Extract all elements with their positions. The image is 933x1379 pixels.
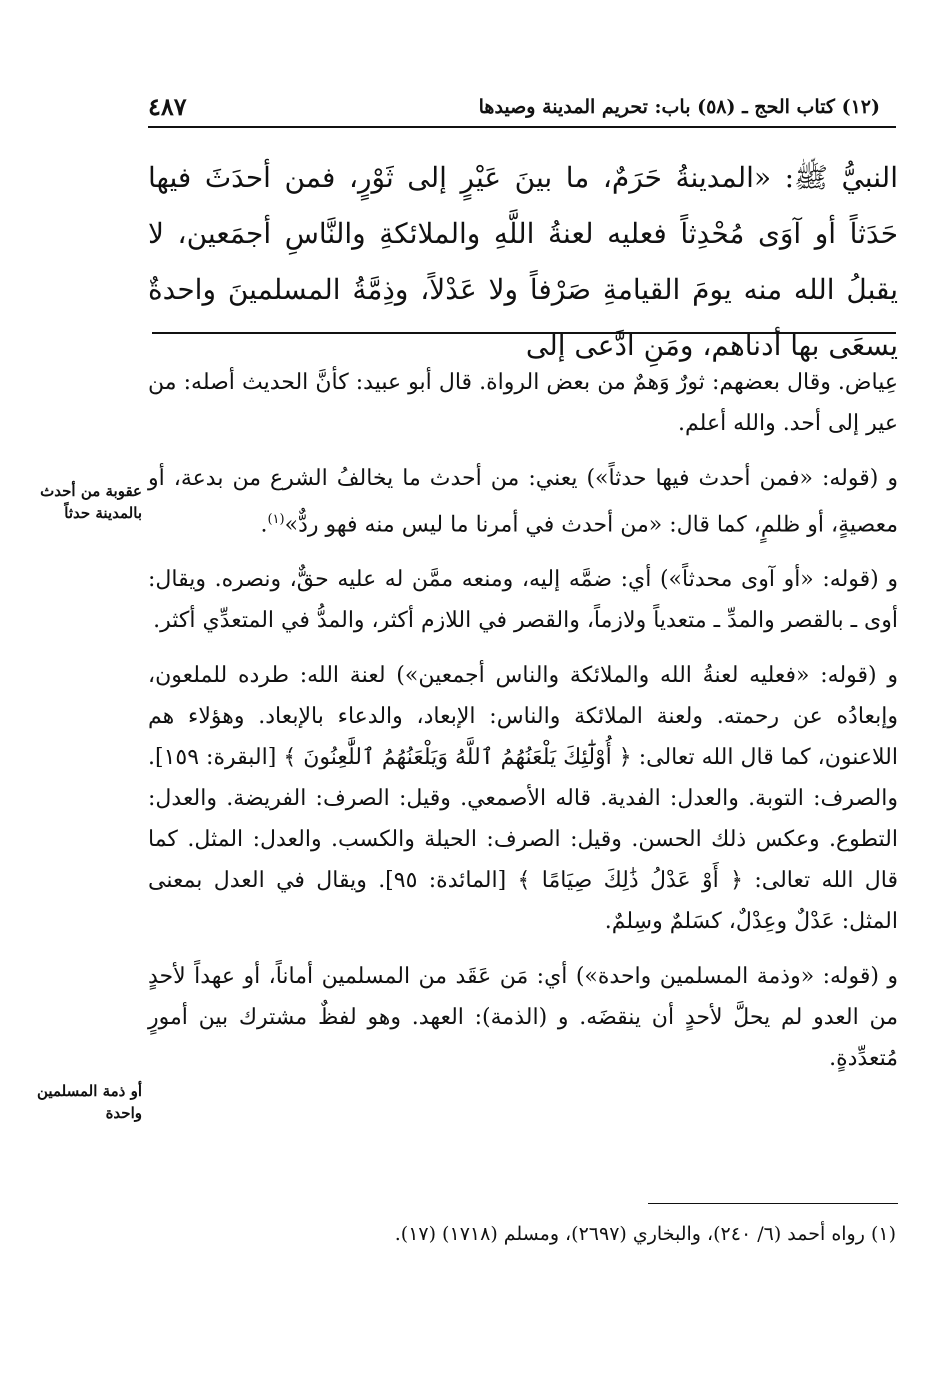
margin-note-1: عقوبة من أحدث بالمدينة حدثاً [40,482,142,522]
hadith-text-block [148,150,898,374]
margin-note-2: أو ذمة المسلمين واحدة [37,1082,142,1122]
footnote-reference: (١) [267,512,285,527]
footnote-rule [648,1203,898,1204]
commentary-paragraph-2-text: و (قوله: «فمن أحدث فيها حدثاً») يعني: من أحدث ما يخالفُ الشرع من بدعة، أو معصيةٍ، أو ظلمٍ، كما قال: «من أحدث في أمرنا ما ليس منه فهو ردٌّ» [148,466,898,538]
commentary-paragraph-4: و (قوله: «فعليه لعنةُ الله والملائكة والناس أجمعين») لعنة الله: طرده للملعون، وإبعادُه عن رحمته. ولعنة الملائكة والناس: الإبعاد، والدعاء بالإبعاد. وهؤلاء هم اللاعنون، كما قال الله تعالى: ﴿ أُوْلَٰٓئِكَ يَلْعَنُهُمُ ٱللَّهُ وَيَلْعَنُهُمُ ٱللَّٰعِنُونَ ﴾ [البقرة: ١٥٩]. والصرف: التوبة. والعدل: الفدية. قاله الأصمعي. وقيل: الصرف: الفريضة. والعدل: التطوع. وعكس ذلك الحسن. وقيل: الصرف: الحيلة والكسب. والعدل: المثل. كما قال الله تعالى: ﴿ أَوْ عَدْلُ ذَٰلِكَ صِيَامًا ﴾ [المائدة: ٩٥]. ويقال في العدل بمعنى المثل: عَدْلٌ وعِدْلٌ، كسَلمٌ وسِلمٌ. [148,663,899,935]
commentary-paragraph-3: و (قوله: «أو آوى محدثاً») أي: ضمَّه إليه، ومنعه ممَّن له عليه حقٌّ، ونصره. ويقال: أوى ـ بالقصر والمدِّ ـ متعدياً ولازماً، والقصر في اللازم أكثر، والمدُّ في المتعدِّي أكثر. [148,567,898,634]
commentary-paragraph-5: و (قوله: «وذمة المسلمين واحدة») أي: مَن عَقَد من المسلمين أماناً، أو عهداً لأحدٍ من العدو لم يحلَّ لأحدٍ أن ينقضَه. و (الذمة): العهد. وهو لفظٌ مشترك بين أمورٍ مُتعدِّدةٍ. [148,964,898,1072]
commentary-paragraph-2 [148,458,898,545]
page-number: ٤٨٧ [148,92,187,121]
commentary-block [148,362,898,1091]
commentary-paragraph-2-end: . [260,512,268,538]
page-header [148,92,896,128]
footnote: (١) رواه أحمد (٦/ ٢٤٠)، والبخاري (٢٦٩٧)، ومسلم (١٧١٨) (١٧). [394,1223,896,1245]
hadith-text: النبيُّ ﷺ: «المدينةُ حَرَمٌ، ما بينَ عَيْرٍ إلى ثَوْرٍ، فمن أحدَثَ فيها حَدَثاً أو آوَى مُحْدِثاً فعليه لعنةُ اللَّهِ والملائكةِ والنَّاسِ أجمَعين، لا يقبلُ الله منه يومَ القيامةِ صَرْفاً ولا عَدْلاً، وذِمَّةُ المسلمينَ واحدةٌ يسعَى بها أدناهم، ومَنِ ادَّعى إلى [148,161,898,362]
commentary-paragraph-1: عِياض. وقال بعضهم: ثورٌ وَهمٌ من بعض الرواة. قال أبو عبيد: كأنَّ الحديث أصله: من عير إلى أحد. والله أعلم. [148,370,898,436]
running-title: (١٢) كتاب الحج ـ (٥٨) باب: تحريم المدينة وصيدها [478,96,880,118]
text-divider [152,332,896,334]
